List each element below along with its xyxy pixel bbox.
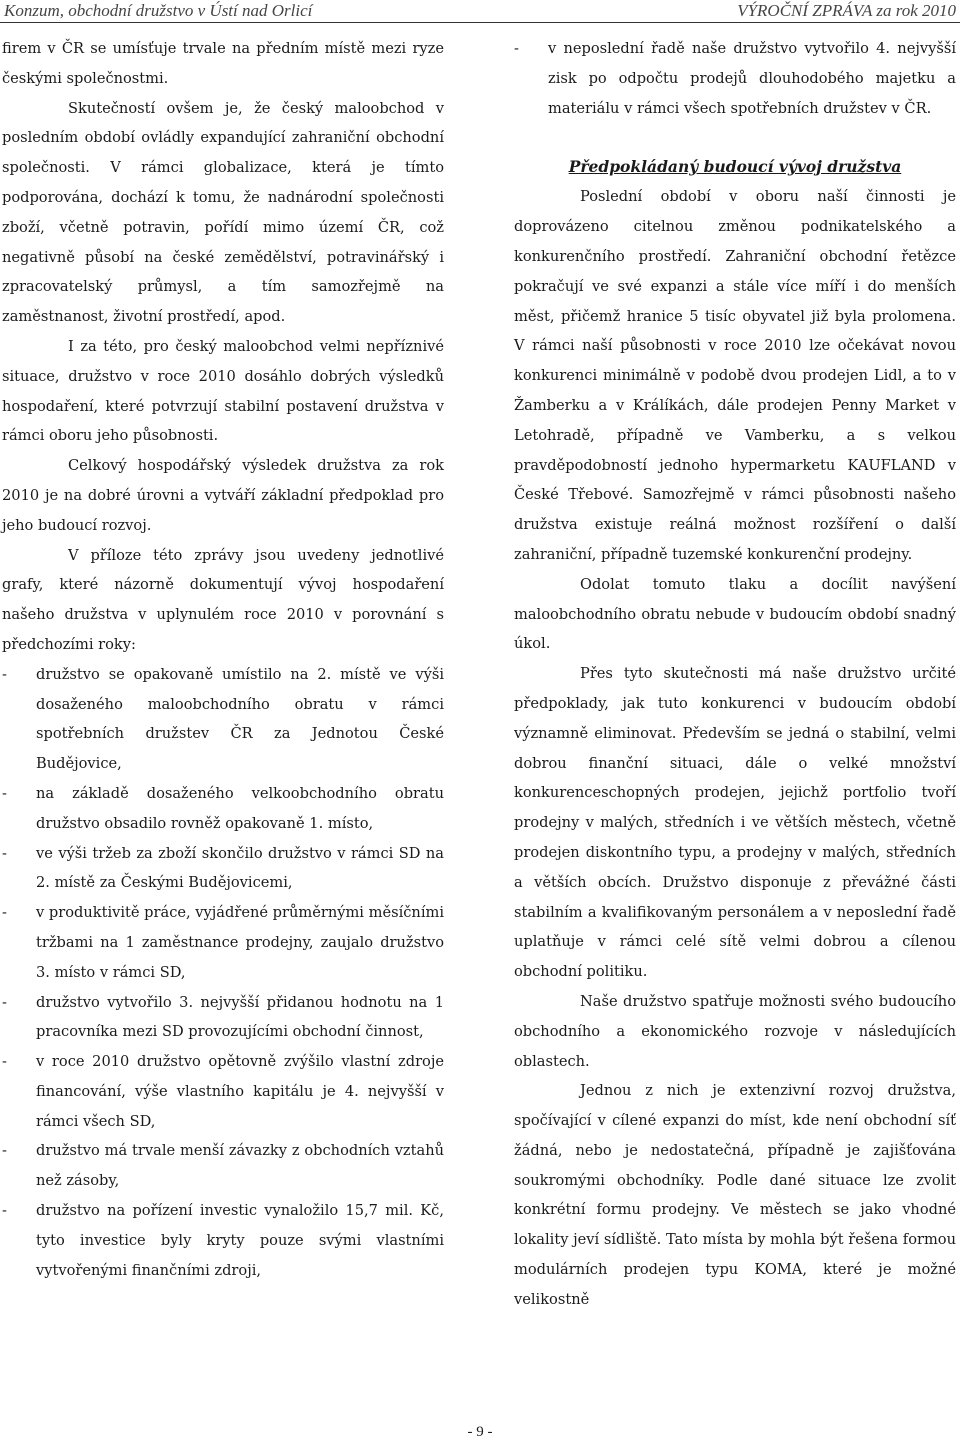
paragraph: Celkový hospodářský výsledek družstva za rok 2010 je na dobré úrovni a vytváří základní předpoklad pro jeho budoucí rozvoj. (2, 457, 444, 534)
list-item (2, 1196, 444, 1285)
list-dash: - (2, 784, 7, 802)
paragraph: Poslední období v oboru naší činnosti je doprovázeno citelnou změnou podnikatelského a konkurenčního prostředí. Zahraniční obchodní řetězce pokračují ve své expanzi a stále více míří i do menších měst, přičemž hranice 5 tisíc obyvatel již byla prolomena. V rámci naší působnosti v roce 2010 lze očekávat novou konkurenci minimálně v podobě dvou prodejen Lidl, a to v Žamberku a v Králíkách, dále prodejen Penny Market v Letohradě, případně ve Vamberku, a s velkou pravděpodobností jednoho hypermarketu KAUFLAND v České Třebové. Samozřejmě v rámci působnosti našeho družstva existuje reálná možnost rozšíření o další zahraniční, případně tuzemské konkurenční prodejny. (514, 188, 956, 563)
list-item-text: ve výši tržeb za zboží skončilo družstvo v rámci SD na 2. místě za Českými Budějovicemi, (36, 844, 444, 892)
left-column (2, 34, 444, 1285)
paragraph: Odolat tomuto tlaku a docílit navýšení maloobchodního obratu nebude v budoucím období snadný úkol. (514, 575, 956, 653)
list-item-text: družstvo se opakovaně umístilo na 2. místě ve výši dosaženého maloobchodního obratu v rámci spotřebních družstev ČR za Jednotou České Budějovice, (36, 665, 444, 773)
paragraph: firem v ČR se umísťuje trvale na předním místě mezi ryze českými společnostmi. (2, 40, 444, 87)
list-item (2, 779, 444, 839)
list-dash: - (2, 1142, 7, 1160)
list-item-text: družstvo má trvale menší závazky z obchodních vztahů než zásoby, (36, 1142, 444, 1190)
paragraph: Naše družstvo spatřuje možnosti svého budoucího obchodního a ekonomického rozvoje v následujících oblastech. (514, 992, 956, 1070)
page-header (0, 0, 960, 23)
list-dash: - (2, 844, 7, 862)
header-report-title: VÝROČNÍ ZPRÁVA za rok 2010 (737, 1, 956, 20)
header-company: Konzum, obchodní družstvo v Ústí nad Orlicí (4, 1, 313, 20)
list-item (2, 839, 444, 899)
section-heading: Předpokládaný budoucí vývoj družstva (568, 157, 902, 177)
paragraph: I za této, pro český maloobchod velmi nepříznivé situace, družstvo v roce 2010 dosáhlo dobrých výsledků hospodaření, které potvrzují stabilní postavení družstva v rámci oboru jeho působnosti. (2, 337, 444, 445)
list-item (514, 34, 956, 123)
paragraph: Jednou z nich je extenzivní rozvoj družstva, spočívající v cílené expanzi do míst, kde není obchodní síť žádná, nebo je nedostatečná, případně je zajišťována soukromými obchodníky. Podle dané situace lze zvolit konkrétní formu prodejny. Ve městech se jako vhodné lokality jeví sídliště. Tato místa by mohla být řešena formou modulárních prodejen typu KOMA, které je možné velikostně (514, 1082, 956, 1308)
list-item-text: na základě dosaženého velkoobchodního obratu družstvo obsadilo rovněž opakovaně 1. místo, (36, 784, 444, 832)
right-column (514, 34, 956, 1315)
list-dash: - (2, 1202, 7, 1220)
page-number: - 9 - (467, 1424, 493, 1440)
list-item (2, 1136, 444, 1196)
paragraph: V příloze této zprávy jsou uvedeny jednotlivé grafy, které názorně dokumentují vývoj hospodaření našeho družstva v uplynulém roce 2010 v porovnání s předchozími roky: (2, 546, 444, 653)
list-dash: - (2, 1053, 7, 1071)
list-item-text: družstvo na pořízení investic vynaložilo 15,7 mil. Kč, tyto investice byly kryty pouze svými vlastními vytvořenými finančními zdroji, (36, 1202, 444, 1279)
list-item-text: družstvo vytvořilo 3. nejvyšší přidanou hodnotu na 1 pracovníka mezi SD provozujícími obchodní činnost, (36, 993, 444, 1041)
list-dash: - (514, 40, 519, 57)
list-dash: - (2, 904, 7, 922)
list-item (2, 898, 444, 987)
list-item-text: v neposlední řadě naše družstvo vytvořilo 4. nejvyšší zisk po odpočtu prodejů dlouhodobého majetku a materiálu v rámci všech spotřebních družstev v ČR. (548, 40, 956, 117)
paragraph: Přes tyto skutečnosti má naše družstvo určité předpoklady, jak tuto konkurenci v budoucím období významně eliminovat. Především se jedná o stabilní, velmi dobrou finanční situaci, dále o velké množství konkurenceschopných prodejen, jejichž portfolio tvoří prodejny v malých, středních i ve větších městech, včetně prodejen diskontního typu, a prodejny v malých, středních a větších obcích. Družstvo disponuje z převážné části stabilním a kvalifikovaným personálem a v neposlední řadě uplatňuje v rámci celé sítě velmi dobrou a cílenou obchodní politiku. (514, 665, 956, 981)
list-item (2, 660, 444, 779)
list-dash: - (2, 665, 7, 683)
list-item (2, 988, 444, 1048)
paragraph: Skutečností ovšem je, že český maloobchod v posledním období ovládly expandující zahraniční obchodní společnosti. V rámci globalizace, která je tímto podporována, dochází k tomu, že nadnárodní společnosti zboží, včetně potravin, pořídí mimo území ČR, což negativně působí na české zemědělství, potravinářský i zpracovatelský průmysl, a tím samozřejmě na zaměstnanost, životní prostředí, apod. (2, 99, 444, 326)
list-item (2, 1047, 444, 1136)
list-dash: - (2, 993, 7, 1011)
list-item-text: v roce 2010 družstvo opětovně zvýšilo vlastní zdroje financování, výše vlastního kapitálu je 4. nejvyšší v rámci všech SD, (36, 1053, 444, 1130)
list-item-text: v produktivitě práce, vyjádřené průměrnými měsíčními tržbami na 1 zaměstnance prodejny, zaujalo družstvo 3. místo v rámci SD, (36, 904, 444, 981)
